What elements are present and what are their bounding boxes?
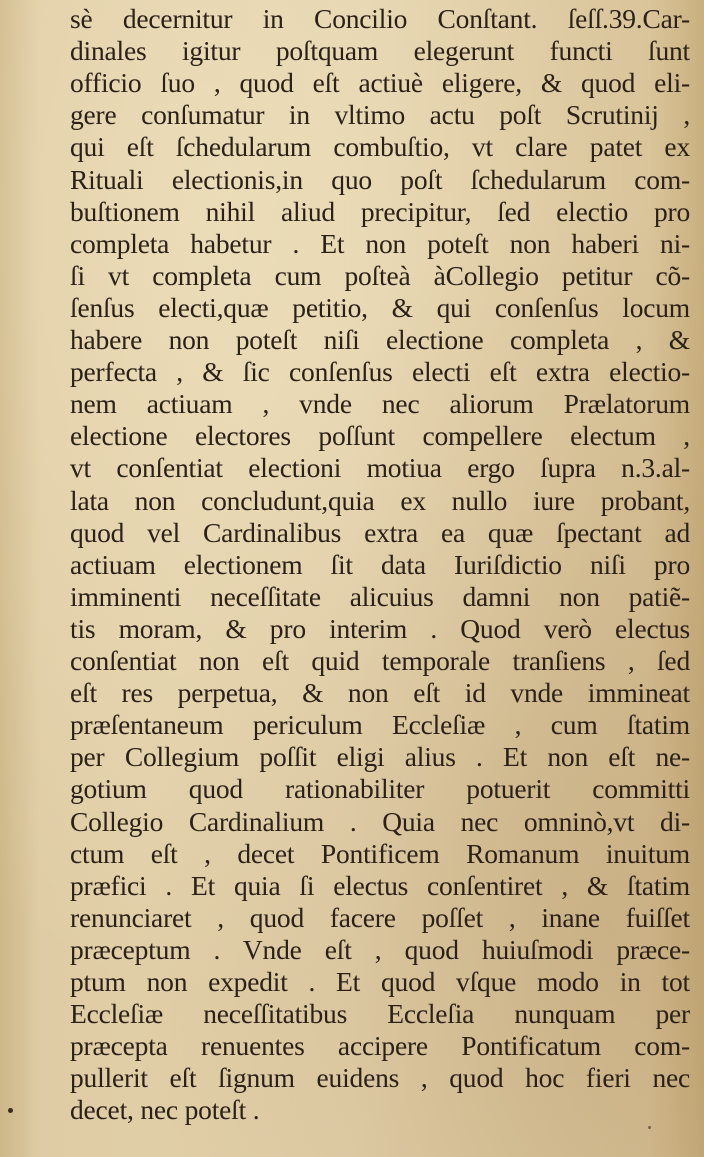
text-line: quod vel Cardinalibus extra ea quæ ſpectant ad — [70, 516, 690, 548]
text-line: nem actiuam , vnde nec aliorum Prælatorum — [70, 388, 690, 420]
text-line: qui eſt ſchedularum combuſtio, vt clare patet ex — [70, 131, 690, 163]
text-line: vt conſentiat electioni motiua ergo ſupra n.3.al- — [70, 452, 690, 484]
text-line: pullerit eſt ſignum euidens , quod hoc fieri nec — [70, 1062, 690, 1094]
text-line: dinales igitur poſtquam elegerunt functi ſunt — [70, 35, 690, 67]
text-line: gere conſumatur in vltimo actu poſt Scrutinij , — [70, 99, 690, 131]
text-line: Rituali electionis,in quo poſt ſchedularum com- — [70, 163, 690, 195]
text-line: officio ſuo , quod eſt actiuè eligere, & quod eli- — [70, 67, 690, 99]
text-line: præfici . Et quia ſi electus conſentiret , & ſtatim — [70, 869, 690, 901]
text-line: gotium quod rationabiliter potuerit committi — [70, 773, 690, 805]
text-line: completa habetur . Et non poteſt non haberi ni- — [70, 227, 690, 259]
ink-spot — [648, 1126, 651, 1129]
text-line: ctum eſt , decet Pontificem Romanum inuitum — [70, 837, 690, 869]
text-line: buſtionem nihil aliud precipitur, ſed electio pro — [70, 195, 690, 227]
text-line: actiuam electionem ſit data Iuriſdictio niſi pro — [70, 548, 690, 580]
text-line: sè decernitur in Concilio Conſtant. ſeſſ.39.Car- — [70, 3, 690, 34]
text-line: electione electores poſſunt compellere electum , — [70, 420, 690, 452]
text-line: ſi vt completa cum poſteà àCollegio petitur cõ- — [70, 259, 690, 291]
text-line: Eccleſiæ neceſſitatibus Eccleſia nunquam per — [70, 998, 690, 1030]
text-line: conſentiat non eſt quid temporale tranſiens , ſed — [70, 645, 690, 676]
ink-spot — [8, 1108, 13, 1113]
text-line: per Collegium poſſit eligi alius . Et non eſt ne- — [70, 741, 690, 773]
text-line: Collegio Cardinalium . Quia nec omninò,vt di- — [70, 805, 690, 837]
text-line: decet, nec poteſt . — [70, 1094, 260, 1126]
text-line: habere non poteſt niſi electione completa , & — [70, 324, 690, 355]
text-line: renunciaret , quod facere poſſet , inane fuiſſet — [70, 901, 690, 933]
text-line: præſentaneum periculum Eccleſiæ , cum ſtatim — [70, 709, 690, 741]
text-line: præcepta renuentes accipere Pontificatum com- — [70, 1030, 690, 1062]
text-line: lata non concludunt,quia ex nullo iure probant, — [70, 484, 690, 516]
text-line: ſenſus electi,quæ petitio, & qui conſenſus locum — [70, 291, 690, 323]
text-line: tis moram, & pro interim . Quod verò electus — [70, 612, 690, 644]
text-line: ptum non expedit . Et quod vſque modo in tot — [70, 966, 690, 997]
text-line: præceptum . Vnde eſt , quod huiuſmodi præce- — [70, 933, 690, 965]
text-line: perfecta , & ſic conſenſus electi eſt extra electio- — [70, 356, 690, 388]
text-line: imminenti neceſſitate alicuius damni non patiẽ- — [70, 580, 690, 612]
text-line: eſt res perpetua, & non eſt id vnde immineat — [70, 677, 690, 709]
